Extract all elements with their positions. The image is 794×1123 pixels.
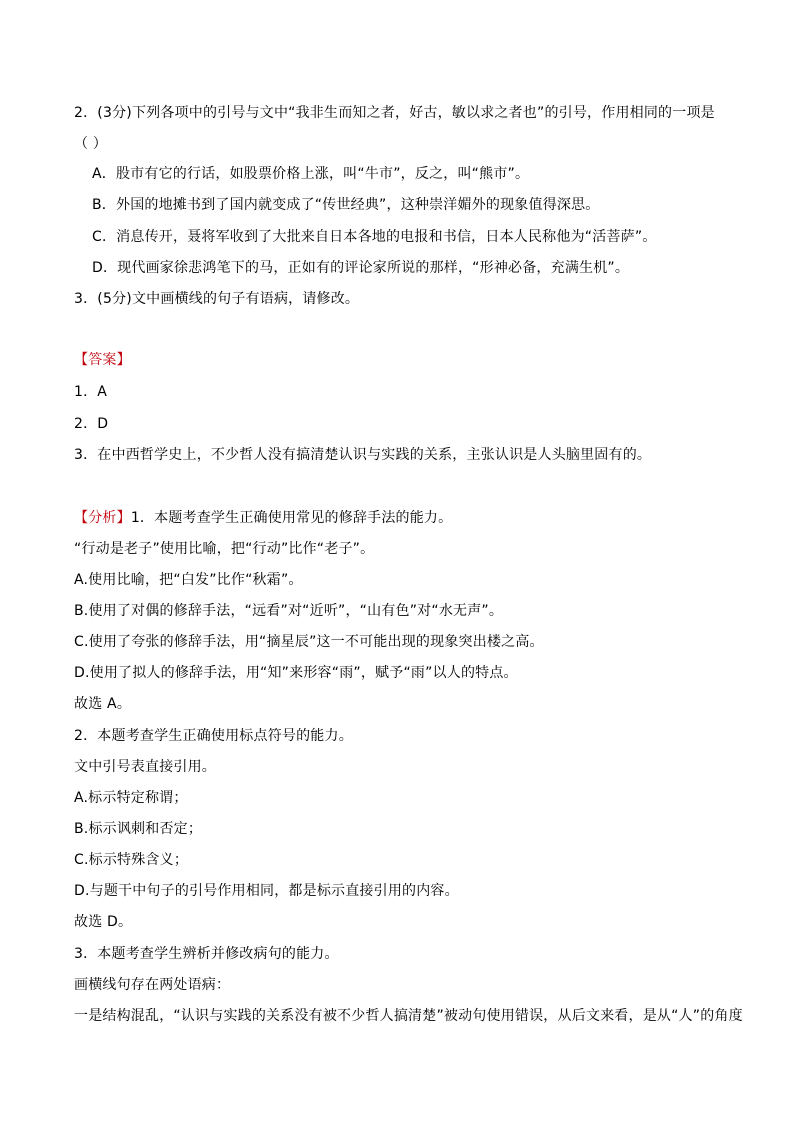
- answer-item-3: 3．在中西哲学史上，不少哲人没有搞清楚认识与实践的关系，主张认识是人头脑里固有的。: [74, 447, 652, 463]
- question-2-answer-paren: （ ）: [74, 136, 108, 152]
- analysis-line: 画横线句存在两处语病：: [74, 977, 231, 993]
- analysis-first-line: [74, 508, 452, 528]
- question-3-stem: 3．(5分)文中画横线的句子有语病，请修改。: [74, 291, 360, 307]
- answer-item-2: 2．D: [74, 416, 109, 432]
- analysis-line: 2．本题考查学生正确使用标点符号的能力。: [74, 728, 353, 744]
- analysis-line: C.使用了夸张的修辞手法，用“摘星辰”这一不可能出现的现象突出楼之高。: [74, 634, 544, 650]
- question-2-option-a: A．股市有它的行话，如股票价格上涨，叫“牛市”，反之，叫“熊市”。: [92, 166, 530, 182]
- analysis-line: “行动是老子”使用比喻，把“行动”比作“老子”。: [74, 541, 375, 557]
- analysis-line: 一是结构混乱，“认识与实践的关系没有被不少哲人搞清楚”被动句使用错误，从后文来看，是从“人”的角度: [74, 1008, 743, 1024]
- analysis-line: A.标示特定称谓；: [74, 790, 188, 806]
- question-2-option-b: B．外国的地摊书到了国内就变成了“传世经典”，这种崇洋媚外的现象值得深思。: [92, 197, 600, 213]
- question-2-option-c: C．消息传开，聂将军收到了大批来自日本各地的电报和书信，日本人民称他为“活菩萨”。: [92, 229, 657, 245]
- question-2-stem: 2．(3分)下列各项中的引号与文中“我非生而知之者，好古，敏以求之者也”的引号，作用相同的一项是: [74, 105, 715, 121]
- analysis-line: 1．本题考查学生正确使用常见的修辞手法的能力。: [130, 510, 453, 526]
- analysis-line: 文中引号表直接引用。: [74, 759, 216, 775]
- answer-heading: 【答案】: [74, 352, 131, 368]
- answer-item-1: 1．A: [74, 384, 108, 400]
- question-2-option-d: D．现代画家徐悲鸿笔下的马，正如有的评论家所说的那样，“形神必备，充满生机”。: [92, 260, 630, 276]
- analysis-line: 3．本题考查学生辨析并修改病句的能力。: [74, 946, 339, 962]
- analysis-line: B.标示讽刺和否定；: [74, 821, 203, 837]
- analysis-line: B.使用了对偶的修辞手法，“远看”对“近听”，“山有色”对“水无声”。: [74, 603, 504, 619]
- analysis-line: A.使用比喻，把“白发”比作“秋霜”。: [74, 572, 303, 588]
- analysis-line: C.标示特殊含义；: [74, 852, 189, 868]
- analysis-line: D.使用了拟人的修辞手法，用“知”来形容“雨”，赋予“雨”以人的特点。: [74, 665, 518, 681]
- analysis-heading: 【分析】: [74, 510, 131, 526]
- analysis-line: 故选 A。: [74, 696, 132, 712]
- analysis-line: D.与题干中句子的引号作用相同，都是标示直接引用的内容。: [74, 883, 459, 899]
- analysis-line: 故选 D。: [74, 914, 133, 930]
